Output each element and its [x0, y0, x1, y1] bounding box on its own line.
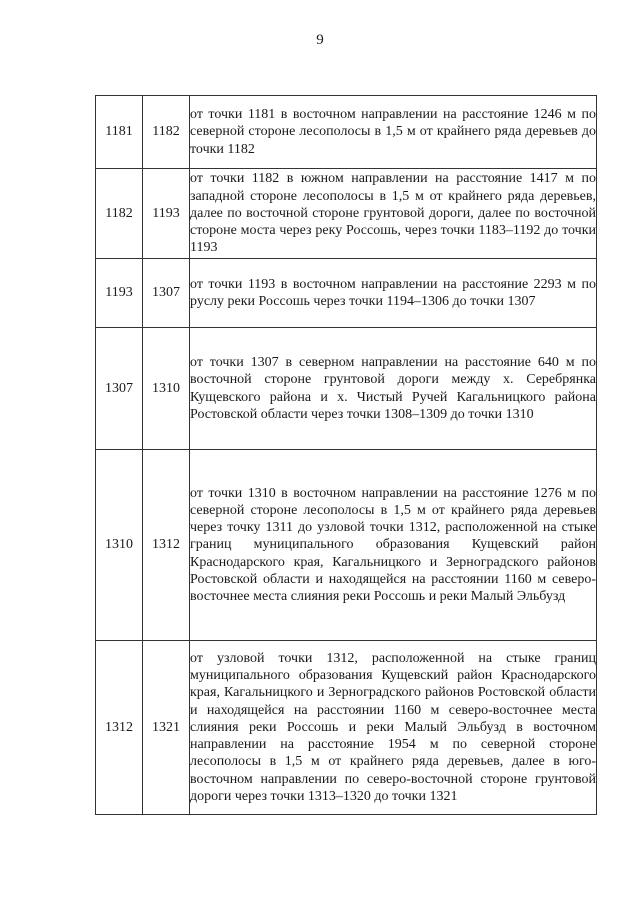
from-point-cell: 1312	[96, 641, 143, 815]
description-cell: от точки 1181 в восточном направлении на расстояние 1246 м по северной стороне лесополосы в 1,5 м от крайнего ряда деревьев до точки 1182	[190, 96, 597, 169]
table-row	[96, 96, 597, 169]
description-cell: от точки 1307 в северном направлении на расстояние 640 м по восточной стороне грунтовой дороги между х. Серебрянка Кущевского района и х. Чистый Ручей Кагальницкого района Ростовской области через точки 1308–1309 до точки 1310	[190, 328, 597, 450]
description-cell: от узловой точки 1312, расположенной на стыке границ муниципального образования Кущевский район Краснодарского края, Кагальницкого и Зерноградского районов Ростовской области и находящейся на расстоянии 1160 м северо-восточнее места слияния реки Россошь и реки Малый Эльбузд в восточном направлении на расстояние 1954 м по северной стороне лесополосы в 1,5 м от крайнего ряда деревьев, далее в юго-восточном направлении по северо-восточной стороне грунтовой дороги через точки 1313–1320 до точки 1321	[190, 641, 597, 815]
from-point-cell: 1307	[96, 328, 143, 450]
table-row	[96, 259, 597, 328]
table-row	[96, 641, 597, 815]
from-point-cell: 1181	[96, 96, 143, 169]
page-number: 9	[316, 32, 324, 48]
to-point-cell: 1310	[143, 328, 190, 450]
description-cell: от точки 1310 в восточном направлении на расстояние 1276 м по северной стороне лесополосы в 1,5 м от крайнего ряда деревьев через точку 1311 до узловой точки 1312, расположенной на стыке границ муниципального образования Кущевский район Краснодарского края, Кагальницкого и Зерноградского районов Ростовской области и находящейся на расстоянии 1160 м северо-восточнее места слияния реки Россошь и реки Малый Эльбузд	[190, 450, 597, 641]
to-point-cell: 1307	[143, 259, 190, 328]
description-cell: от точки 1182 в южном направлении на расстояние 1417 м по западной стороне лесополосы в 1,5 м от крайнего ряда деревьев, далее по восточной стороне грунтовой дороги, далее по восточной стороне моста через реку Россошь, через точки 1183–1192 до точки 1193	[190, 169, 597, 259]
boundary-table	[95, 95, 597, 815]
from-point-cell: 1310	[96, 450, 143, 641]
to-point-cell: 1312	[143, 450, 190, 641]
from-point-cell: 1182	[96, 169, 143, 259]
description-cell: от точки 1193 в восточном направлении на расстояние 2293 м по руслу реки Россошь через точки 1194–1306 до точки 1307	[190, 259, 597, 328]
to-point-cell: 1182	[143, 96, 190, 169]
from-point-cell: 1193	[96, 259, 143, 328]
table-row	[96, 169, 597, 259]
table-row	[96, 328, 597, 450]
to-point-cell: 1321	[143, 641, 190, 815]
table-row	[96, 450, 597, 641]
to-point-cell: 1193	[143, 169, 190, 259]
